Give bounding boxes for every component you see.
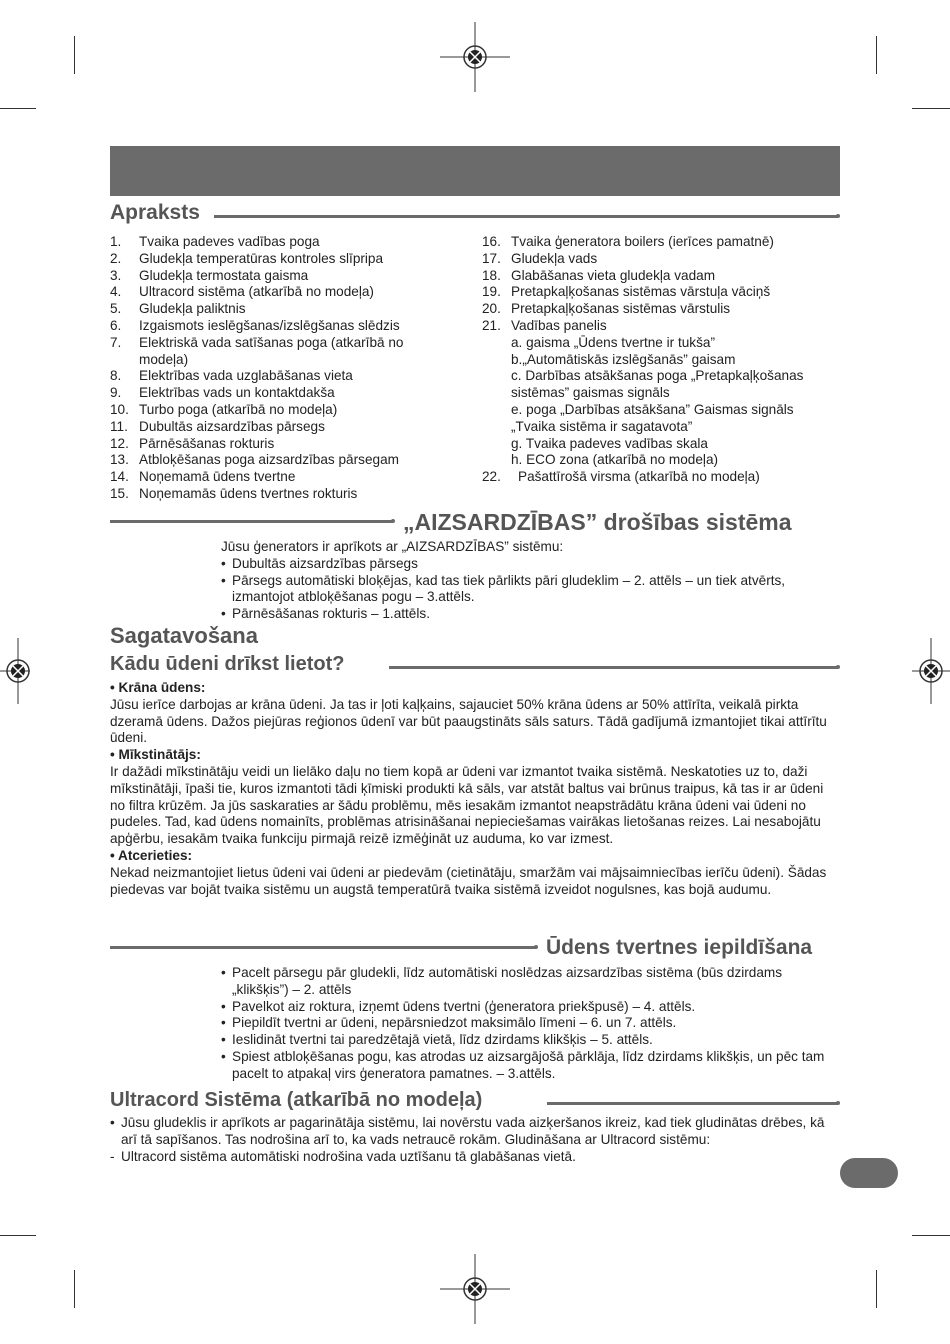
section-title-ultracord: Ultracord Sistēma (atkarībā no modeļa) <box>110 1089 483 1111</box>
list-subitem: h. ECO zona (atkarībā no modeļa) <box>511 452 719 468</box>
crop-mark <box>912 108 950 109</box>
list-item: 3. Gludekļa termostata gaisma <box>110 267 309 283</box>
list-item: 6. Izgaismots ieslēgšanas/izslēgšanas slēdzis <box>110 317 400 333</box>
list-item: 4. Ultracord sistēma (atkarībā no modeļa) <box>110 284 374 300</box>
mikst-text: Ir dažādi mīkstinātāju veidi un lielāko daļu no tiem kopā ar ūdeni var izmantot tvaika sistēmā. Neskatoties uz to, daži mīkstinātāji, īpaši tie, kuros izmantoti tādi ķīmiski produkti kā sāls, var atstāt baltus vai brūnus traipus, kā tas ir ar ūdeni no filtra krūzēm. Ja jūs saskaraties ar šādu problēmu, mēs iesakām izmantot neapstrādātu krāna ūdeni vai ūdeni no pudeles. Tad, kad ūdens nomainīts, problēmas atrisināšanai nepieciešamas vairākas lietošanas reizes. Lai nesabojātu apģērbu, iesakām tvaika funkciju pirmajā reizē izmēģināt uz auduma, ko var izmest. <box>110 763 824 847</box>
section-rule <box>110 520 393 523</box>
ultracord-text <box>110 1115 836 1165</box>
list-item: 2. Gludekļa temperatūras kontroles slīpripa <box>110 250 384 266</box>
crop-mark <box>74 36 75 74</box>
list-item: 19. Pretapkaļķošanas sistēmas vārstuļa vāciņš <box>482 284 771 300</box>
krana-label: • Krāna ūdens: <box>110 680 206 695</box>
atcer-text: Nekad neizmantojiet lietus ūdeni vai ūdeni ar piedevām (cietinātāju, smaržām vai mājsaimniecības ierīču ūdeni). Šādas piedevas var bojāt tvaika sistēmu un augstā temperatūrā tvaika sistēmā izveidot nogulsnes, kas bojā audumu. <box>110 864 827 897</box>
list-item: 5. Gludekļa paliktnis <box>110 301 246 317</box>
list-item: 18. Glabāšanas vieta gludekļa vadam <box>482 267 716 283</box>
bullet-item: • Pacelt pārsegu pār gludekli, līdz automātiski noslēdzas aizsardzības sistēma (būs dzirdams „klikšķis”) – 2. attēls <box>221 965 831 999</box>
section-title-tvertne: Ūdens tvertnes iepildīšana <box>546 936 813 959</box>
crop-mark <box>0 1235 36 1236</box>
atcer-label: • Atcerieties: <box>110 847 193 863</box>
list-item: 21. Vadības panelis <box>482 317 607 333</box>
water-text <box>110 680 838 898</box>
bullet-item: • Piepildīt tvertni ar ūdeni, nepārsniedzot maksimālo līmeni – 6. un 7. attēls. <box>221 1015 831 1032</box>
bullet-item: • Jūsu gludeklis ir aprīkots ar pagarinātāja sistēmu, lai novērstu vada aizķeršanos ikreiz, kad tiek gludinātas drēbes, kā arī tā sapīšanos. Tas nodrošina arī to, ka vads netraucē rokām. Gludināšana ar Ultracord sistēmu: <box>110 1115 836 1149</box>
section-rule <box>110 946 536 949</box>
description-list-left <box>110 234 450 503</box>
registration-mark-icon <box>440 22 510 92</box>
list-item: 7. Elektriskā vada satīšanas poga (atkarībā no modeļa) <box>110 334 404 367</box>
section-title-apraksts: Apraksts <box>110 201 200 224</box>
tvertne-list <box>221 965 831 1083</box>
bullet-item: • Spiest atbloķēšanas pogu, kas atrodas uz aizsargājošā pārklāja, līdz dzirdams klikšķis, un pēc tam pacelt to atpakaļ virs ģeneratora pamatnes. – 3.attēls. <box>221 1049 831 1083</box>
list-item: 16. Tvaika ģeneratora boilers (ierīces pamatnē) <box>482 234 774 249</box>
section-title-aizsardzibas: „AIZSARDZĪBAS” drošības sistēma <box>403 509 792 535</box>
header-band <box>110 146 840 196</box>
list-subitem: g. Tvaika padeves vadības skala <box>511 435 708 451</box>
aizsardzibas-intro: Jūsu ģenerators ir aprīkots ar „AIZSARDZĪBAS” sistēmu: <box>221 539 564 554</box>
section-title-water: Kādu ūdeni drīkst lietot? <box>110 653 345 675</box>
list-item: 9. Elektrības vads un kontaktdakša <box>110 385 335 401</box>
crop-mark <box>0 108 36 109</box>
description-list-right <box>482 234 842 486</box>
crop-mark <box>74 1270 75 1308</box>
bullet-item: • Pavelkot aiz roktura, izņemt ūdens tvertni (ģeneratora priekšpusē) – 4. attēls. <box>221 999 831 1016</box>
bullet-item: • Ieslidināt tvertni tai paredzētajā vietā, līdz dzirdams klikšķis – 5. attēls. <box>221 1032 831 1049</box>
bullet-item: • Dubultās aizsardzības pārsegs <box>221 556 826 573</box>
list-item: 15. Noņemamās ūdens tvertnes rokturis <box>110 485 358 501</box>
aizsardzibas-text <box>221 539 826 623</box>
section-rule <box>389 666 838 669</box>
crop-mark <box>912 1235 950 1236</box>
dash-item: - Ultracord sistēma automātiski nodrošina vada uztīšanu tā glabāšanas vietā. <box>110 1149 836 1166</box>
bullet-item: • Pārnēsāšanas rokturis – 1.attēls. <box>221 606 826 623</box>
list-subitem: a. gaisma „Ūdens tvertne ir tukša” <box>511 334 715 350</box>
krana-text: Jūsu ierīce darbojas ar krāna ūdeni. Ja tas ir ļoti kaļķains, sajauciet 50% krāna ūdens ar 50% attīrīta, veikalā pirkta dzeramā ūdens. Dažos piejūras reģionos ūdenī var būt paaugstināts sāls saturs. Tādā gadījumā izmantojiet tikai attīrītu ūdeni. <box>110 696 827 746</box>
list-item: 1. Tvaika padeves vadības poga <box>110 234 320 249</box>
list-subitem: c. Darbības atsākšanas poga „Pretapkaļķošanas sistēmas” gaismas signāls <box>511 368 804 401</box>
list-subitem: e. poga „Darbības atsākšana” Gaismas signāls „Tvaika sistēma ir sagatavota” <box>511 401 794 434</box>
list-item: 17. Gludekļa vads <box>482 250 598 266</box>
section-title-sagatavosana: Sagatavošana <box>110 623 258 648</box>
registration-mark-icon <box>912 638 950 704</box>
page-tab <box>840 1158 898 1188</box>
list-item: 13. Atbloķēšanas poga aizsardzības pārsegam <box>110 452 399 468</box>
list-item: 22. Pašattīrošā virsma (atkarībā no modeļa) <box>482 469 760 485</box>
list-subitem: b.„Automātiskās izslēgšanās” gaisam <box>511 351 736 367</box>
section-rule <box>547 1102 838 1105</box>
mikst-label: • Mīkstinātājs: <box>110 747 201 763</box>
list-item: 10. Turbo poga (atkarībā no modeļa) <box>110 401 338 417</box>
bullet-item: • Pārsegs automātiski bloķējas, kad tas tiek pārlikts pāri gludeklim – 2. attēls – un tiek atvērts, izmantojot atbloķēšanas pogu – 3.attēls. <box>221 573 826 607</box>
crop-mark <box>876 1270 877 1308</box>
list-item: 12. Pārnēsāšanas rokturis <box>110 435 275 451</box>
crop-mark <box>876 36 877 74</box>
list-item: 14. Noņemamā ūdens tvertne <box>110 469 296 485</box>
section-rule <box>214 215 838 218</box>
registration-mark-icon <box>0 638 30 704</box>
list-item: 11. Dubultās aizsardzības pārsegs <box>110 418 325 434</box>
list-item: 20. Pretapkaļķošanas sistēmas vārstulis <box>482 301 731 317</box>
list-item: 8. Elektrības vada uzglabāšanas vieta <box>110 368 353 384</box>
registration-mark-icon <box>440 1254 510 1324</box>
